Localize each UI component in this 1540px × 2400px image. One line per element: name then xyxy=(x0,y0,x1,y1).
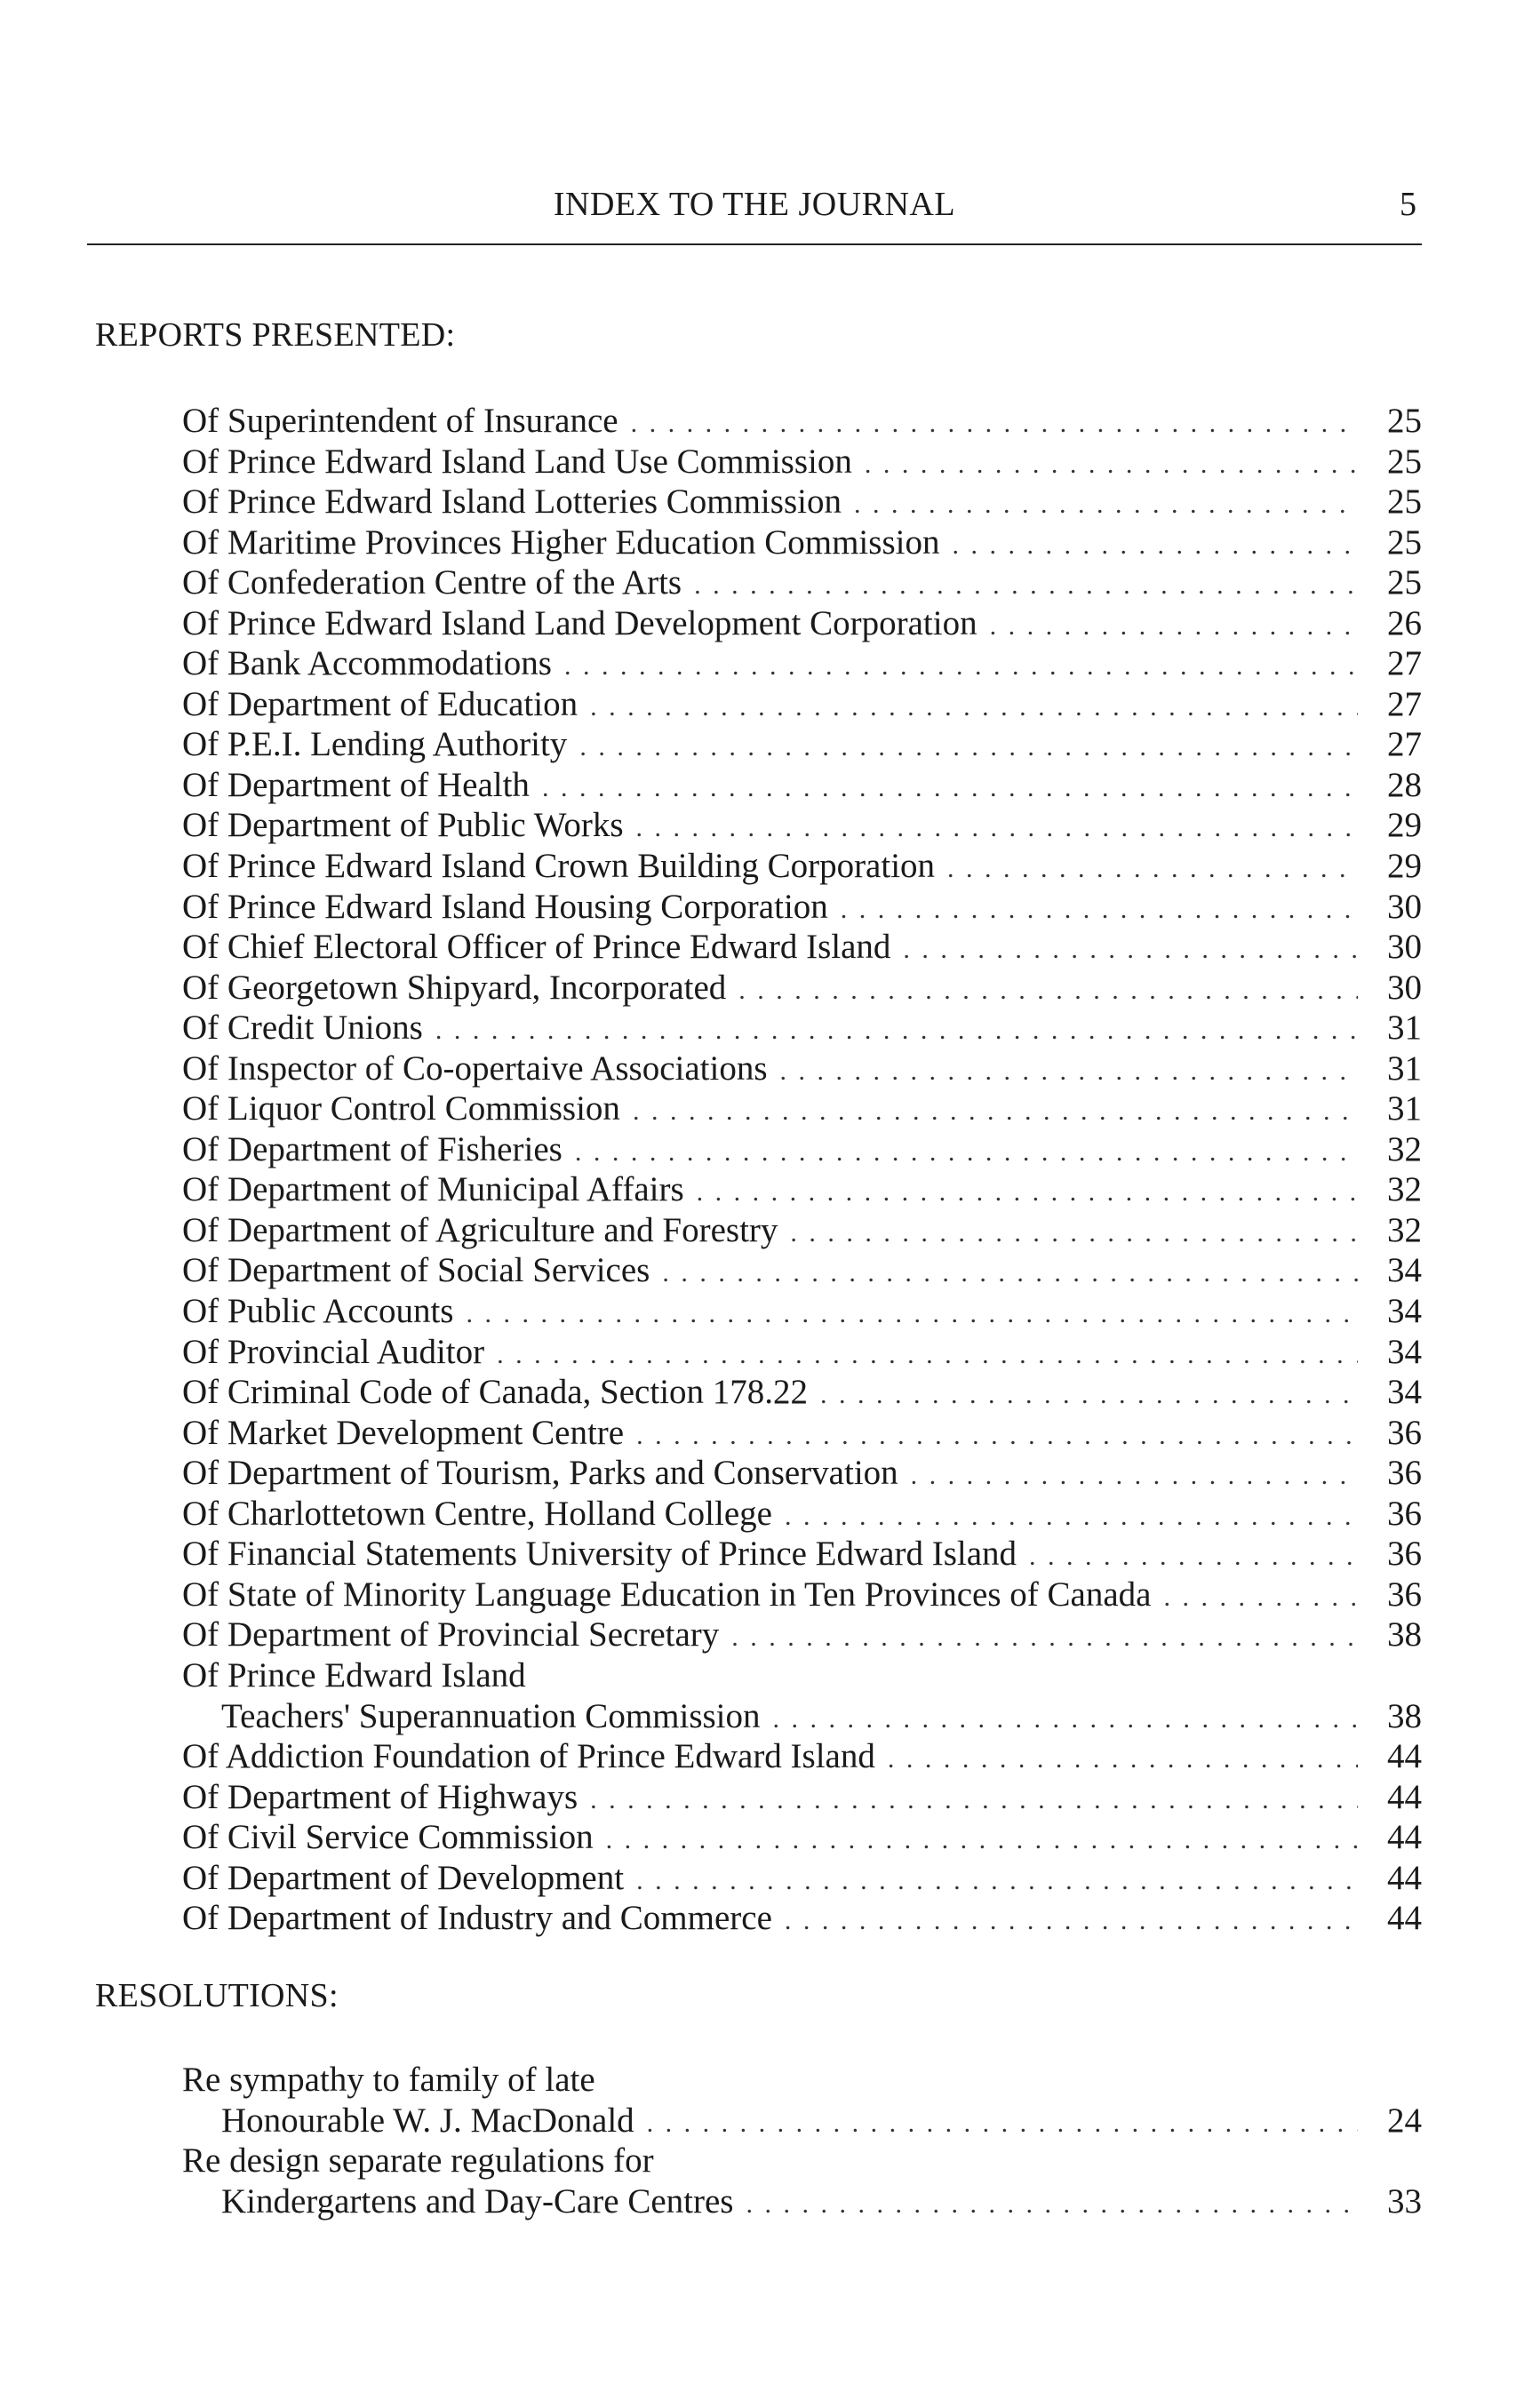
dot-leader xyxy=(790,1213,1358,1254)
entry-page: 38 xyxy=(1387,1615,1422,1654)
dot-leader xyxy=(841,889,1358,930)
dot-leader xyxy=(903,929,1358,970)
entry-label: Of Liquor Control Commission xyxy=(182,1089,620,1128)
entry-page: 32 xyxy=(1387,1129,1422,1168)
entry-label: Of P.E.I. Lending Authority xyxy=(182,725,568,764)
entry-page: 31 xyxy=(1387,1089,1422,1128)
entry-label: Of Credit Unions xyxy=(182,1009,423,1048)
index-entry xyxy=(182,401,1422,442)
entry-label: Of Department of Agriculture and Forestry xyxy=(182,1210,778,1249)
index-entry xyxy=(182,2141,1422,2181)
entry-page: 31 xyxy=(1387,1009,1422,1048)
entry-label: Of Department of Industry and Commerce xyxy=(182,1899,772,1938)
dot-leader xyxy=(738,970,1358,1011)
entry-label: Of Prince Edward Island Land Development Corporation xyxy=(182,603,977,642)
index-entry xyxy=(182,1250,1422,1291)
dot-leader xyxy=(773,1699,1358,1740)
entry-label: Of Confederation Centre of the Arts xyxy=(182,563,682,602)
entry-label: Of Department of Highways xyxy=(182,1777,578,1816)
entry-label: Of Department of Development xyxy=(182,1858,625,1897)
entry-label: Of Prince Edward Island Lotteries Commission xyxy=(182,482,842,522)
entry-label: Honourable W. J. MacDonald xyxy=(221,2101,634,2140)
index-entry xyxy=(182,1736,1422,1777)
index-entry xyxy=(182,1453,1422,1494)
entry-page: 33 xyxy=(1387,2181,1422,2221)
index-entry xyxy=(182,1049,1422,1089)
entry-label: Of Market Development Centre xyxy=(182,1413,625,1452)
dot-leader xyxy=(590,687,1358,728)
index-entry xyxy=(182,522,1422,563)
dot-leader xyxy=(590,1780,1358,1821)
index-entry xyxy=(182,684,1422,725)
entry-label: Of Department of Social Services xyxy=(182,1251,650,1290)
entry-page: 25 xyxy=(1387,522,1422,562)
entry-label: Of Chief Electoral Officer of Prince Edward Island xyxy=(182,928,891,967)
entry-label: Of Maritime Provinces Higher Education Commission xyxy=(182,522,940,562)
index-entry xyxy=(182,765,1422,806)
dot-leader xyxy=(636,1861,1358,1902)
dot-leader xyxy=(542,768,1358,809)
entry-page: 24 xyxy=(1387,2101,1422,2140)
entry-page: 44 xyxy=(1387,1899,1422,1938)
index-entry xyxy=(182,1534,1422,1575)
entry-page: 36 xyxy=(1387,1494,1422,1533)
entry-label: Of Department of Fisheries xyxy=(182,1129,563,1168)
index-entry xyxy=(182,442,1422,482)
index-entry xyxy=(182,927,1422,968)
entry-label: Of Department of Health xyxy=(182,765,530,804)
entry-page: 25 xyxy=(1387,563,1422,602)
dot-leader xyxy=(785,1901,1358,1942)
dot-leader xyxy=(631,403,1358,444)
index-entry xyxy=(182,1291,1422,1332)
dot-leader xyxy=(579,727,1358,768)
entry-page: 25 xyxy=(1387,482,1422,522)
page-header xyxy=(87,185,1422,238)
dot-leader xyxy=(911,1455,1358,1496)
running-title: INDEX TO THE JOURNAL xyxy=(553,186,956,223)
entry-page: 30 xyxy=(1387,928,1422,967)
dot-leader xyxy=(606,1820,1358,1861)
index-entry xyxy=(182,1372,1422,1413)
index-entry xyxy=(182,724,1422,765)
index-entry xyxy=(182,1817,1422,1858)
entry-label: Kindergartens and Day-Care Centres xyxy=(221,2181,734,2221)
index-entry-continuation xyxy=(182,2101,1422,2141)
dot-leader xyxy=(780,1051,1358,1092)
dot-leader xyxy=(662,1253,1358,1294)
entry-page: 36 xyxy=(1387,1535,1422,1574)
index-entry xyxy=(182,2060,1422,2101)
entry-page: 29 xyxy=(1387,806,1422,845)
index-entry xyxy=(182,482,1422,522)
section-heading-reports: REPORTS PRESENTED: xyxy=(95,316,456,354)
entry-page: 36 xyxy=(1387,1413,1422,1452)
dot-leader xyxy=(785,1496,1358,1537)
header-rule xyxy=(87,243,1422,245)
index-entry xyxy=(182,1575,1422,1615)
index-entry xyxy=(182,603,1422,644)
entry-label: Of Georgetown Shipyard, Incorporated xyxy=(182,968,727,1007)
entry-page: 31 xyxy=(1387,1049,1422,1088)
entry-page: 44 xyxy=(1387,1858,1422,1897)
dot-leader xyxy=(952,525,1358,566)
dot-leader xyxy=(497,1335,1358,1375)
entry-label: Of Inspector of Co-opertaive Associations xyxy=(182,1049,768,1088)
dot-leader xyxy=(694,565,1358,606)
dot-leader xyxy=(647,2103,1358,2144)
dot-leader xyxy=(746,2184,1359,2225)
entry-page: 27 xyxy=(1387,725,1422,764)
index-entry xyxy=(182,1494,1422,1535)
index-entry xyxy=(182,1898,1422,1939)
entry-page: 34 xyxy=(1387,1332,1422,1371)
index-entry xyxy=(182,1129,1422,1170)
index-entry xyxy=(182,562,1422,603)
index-entry xyxy=(182,1210,1422,1251)
entry-label: Of Department of Tourism, Parks and Conservation xyxy=(182,1454,898,1493)
entry-label: Re design separate regulations for xyxy=(182,2141,654,2181)
dot-leader xyxy=(466,1294,1358,1335)
dot-leader xyxy=(865,444,1358,485)
dot-leader xyxy=(636,1415,1358,1456)
section-heading-resolutions: RESOLUTIONS: xyxy=(95,1977,339,2014)
dot-leader xyxy=(820,1375,1358,1415)
entry-label: Of Department of Provincial Secretary xyxy=(182,1615,720,1654)
entry-label: Of Criminal Code of Canada, Section 178.22 xyxy=(182,1373,809,1412)
entry-page: 38 xyxy=(1387,1696,1422,1735)
entry-label: Re sympathy to family of late xyxy=(182,2061,595,2099)
index-entry-continuation xyxy=(182,2181,1422,2222)
entry-page: 27 xyxy=(1387,644,1422,683)
entry-page: 30 xyxy=(1387,968,1422,1007)
entry-page: 36 xyxy=(1387,1454,1422,1493)
index-entry xyxy=(182,805,1422,846)
dot-leader xyxy=(990,606,1358,647)
entry-page: 25 xyxy=(1387,402,1422,440)
entry-label: Of Prince Edward Island xyxy=(182,1655,526,1694)
entry-label: Of Prince Edward Island Crown Building Corporation xyxy=(182,847,936,886)
dot-leader xyxy=(575,1132,1358,1173)
dot-leader xyxy=(1163,1577,1358,1618)
entry-label: Of Financial Statements University of Prince Edward Island xyxy=(182,1535,1017,1574)
entry-page: 34 xyxy=(1387,1373,1422,1412)
dot-leader xyxy=(854,484,1358,525)
index-entry xyxy=(182,846,1422,887)
reports-list xyxy=(182,401,1422,1939)
index-entry xyxy=(182,1332,1422,1373)
index-entry xyxy=(182,1008,1422,1049)
index-entry xyxy=(182,1777,1422,1818)
index-entry xyxy=(182,643,1422,684)
entry-label: Of Department of Public Works xyxy=(182,806,624,845)
entry-page: 28 xyxy=(1387,765,1422,804)
dot-leader xyxy=(731,1617,1358,1658)
index-entry xyxy=(182,887,1422,928)
index-entry-continuation xyxy=(182,1696,1422,1737)
entry-label: Of Prince Edward Island Land Use Commission xyxy=(182,442,852,481)
entry-label: Of State of Minority Language Education in Ten Provinces of Canada xyxy=(182,1575,1152,1614)
entry-page: 30 xyxy=(1387,887,1422,926)
entry-page: 34 xyxy=(1387,1292,1422,1331)
index-entry xyxy=(182,968,1422,1009)
entry-page: 27 xyxy=(1387,684,1422,723)
entry-page: 25 xyxy=(1387,442,1422,481)
page-number: 5 xyxy=(1400,186,1416,223)
entry-page: 36 xyxy=(1387,1575,1422,1614)
entry-page: 29 xyxy=(1387,847,1422,886)
entry-page: 44 xyxy=(1387,1777,1422,1816)
index-entry xyxy=(182,1858,1422,1899)
entry-label: Of Civil Service Commission xyxy=(182,1818,594,1857)
entry-label: Of Prince Edward Island Housing Corporation xyxy=(182,887,828,926)
entry-page: 34 xyxy=(1387,1251,1422,1290)
entry-page: 44 xyxy=(1387,1818,1422,1857)
dot-leader xyxy=(947,849,1358,889)
entry-label: Of Public Accounts xyxy=(182,1292,454,1331)
entry-page: 32 xyxy=(1387,1210,1422,1249)
index-entry xyxy=(182,1413,1422,1454)
dot-leader xyxy=(564,646,1358,687)
entry-page: 32 xyxy=(1387,1170,1422,1209)
entry-label: Of Department of Education xyxy=(182,684,578,723)
index-entry xyxy=(182,1088,1422,1129)
entry-label: Teachers' Superannuation Commission xyxy=(221,1696,761,1735)
resolutions-list xyxy=(182,2060,1422,2221)
dot-leader xyxy=(636,808,1358,849)
entry-page: 26 xyxy=(1387,603,1422,642)
index-entry xyxy=(182,1169,1422,1210)
dot-leader xyxy=(435,1010,1358,1051)
dot-leader xyxy=(888,1739,1358,1780)
entry-label: Of Addiction Foundation of Prince Edward Island xyxy=(182,1737,875,1776)
dot-leader xyxy=(697,1172,1358,1213)
entry-label: Of Superintendent of Insurance xyxy=(182,402,618,440)
entry-label: Of Bank Accommodations xyxy=(182,644,552,683)
entry-page: 44 xyxy=(1387,1737,1422,1776)
index-entry xyxy=(182,1615,1422,1655)
dot-leader xyxy=(633,1091,1358,1132)
entry-label: Of Charlottetown Centre, Holland College xyxy=(182,1494,772,1533)
index-entry xyxy=(182,1655,1422,1696)
dot-leader xyxy=(1029,1536,1358,1577)
entry-label: Of Department of Municipal Affairs xyxy=(182,1170,684,1209)
entry-label: Of Provincial Auditor xyxy=(182,1332,485,1371)
